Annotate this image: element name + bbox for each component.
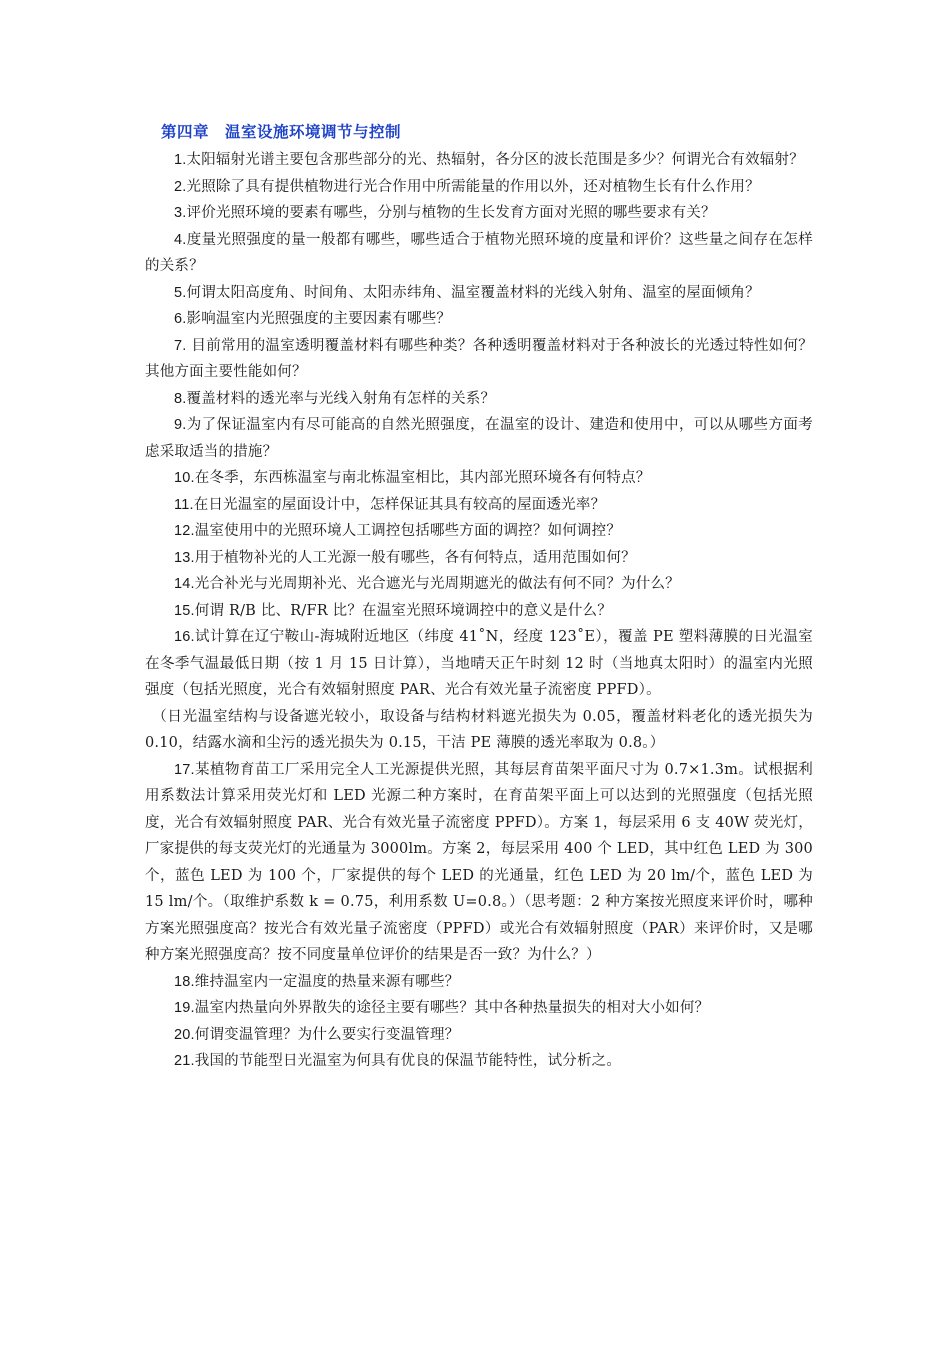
question-text: 光照除了具有提供植物进行光合作用中所需能量的作用以外，还对植物生长有什么作用？ xyxy=(186,178,760,195)
question-number: 9. xyxy=(174,417,187,433)
question-number: 13. xyxy=(174,549,195,566)
question-text: 太阳辐射光谱主要包含那些部分的光、热辐射，各分区的波长范围是多少？何谓光合有效辐射？ xyxy=(186,152,804,168)
question-number: 3. xyxy=(174,205,187,221)
question-number: 7. xyxy=(174,337,187,354)
chapter-title: 第四章 温室设施环境调节与控制 xyxy=(161,122,402,141)
question-item xyxy=(145,306,813,333)
question-number: 15. xyxy=(174,602,195,619)
question-item xyxy=(145,518,813,545)
document-page xyxy=(145,118,813,1075)
question-number: 14. xyxy=(174,576,195,592)
question-item xyxy=(145,624,813,704)
question-number: 5. xyxy=(174,284,187,301)
question-number: 11. xyxy=(174,496,194,513)
question-item xyxy=(145,200,813,227)
question-text: 何谓 R/B 比、R/FR 比？在温室光照环境调控中的意义是什么？ xyxy=(194,602,612,619)
question-item xyxy=(145,412,813,465)
question-number: 16. xyxy=(174,629,195,645)
question-text: 某植物育苗工厂采用完全人工光源提供光照，其每层育苗架平面尺寸为 0.7×1.3m。试根据利用系数法计算采用荧光灯和 LED 光源二种方案时，在育苗架平面上可以达到的光照强度（包括光照度，光合有效辐射照度 PAR、光合有效光量子流密度 PPFD）。方案 1，每层采用 6 支 40W 荧光灯，厂家提供的每支荧光灯的光通量为 3000lm。方案 2，每层采用 400 个 LED，其中红色 LED 为 300 个，蓝色 LED 为 100 个，厂家提供的每个 LED 的光通量，红色 LED 为 20 lm/个，蓝色 LED 为 15 lm/个。（取维护系数 k = 0.75，利用系数 U=0.8。）（思考题：2 种方案按光照度来评价时，哪种方案光照强度高？按光合有效光量子流密度（PPFD）或光合有效辐射照度（PAR）来评价时，又是哪种方案光照强度高？按不同度量单位评价的结果是否一致？为什么？） xyxy=(145,761,813,963)
question-number: 21. xyxy=(174,1053,195,1069)
question-text: 何谓太阳高度角、时间角、太阳赤纬角、温室覆盖材料的光线入射角、温室的屋面倾角？ xyxy=(186,284,760,301)
question-text: （日光温室结构与设备遮光较小，取设备与结构材料遮光损失为 0.05，覆盖材料老化的透光损失为 0.10，结露水滴和尘污的透光损失为 0.15，干洁 PE 薄膜的透光率取为 0.8。） xyxy=(145,708,813,751)
question-number: 1. xyxy=(174,152,187,168)
question-item xyxy=(145,545,813,572)
question-text: 我国的节能型日光温室为何具有优良的保温节能特性，试分析之。 xyxy=(194,1053,622,1069)
question-item xyxy=(145,280,813,307)
question-text: 度量光照强度的量一般都有哪些，哪些适合于植物光照环境的度量和评价？这些量之间存在怎样的关系？ xyxy=(145,231,813,274)
question-item xyxy=(145,333,813,386)
question-item xyxy=(145,1022,813,1049)
question-number: 19. xyxy=(174,1000,195,1016)
question-item xyxy=(145,757,813,969)
question-number: 20. xyxy=(174,1026,195,1043)
question-number: 10. xyxy=(174,470,195,486)
question-text: 用于植物补光的人工光源一般有哪些，各有何特点，适用范围如何？ xyxy=(194,549,636,566)
question-item xyxy=(145,465,813,492)
question-item xyxy=(145,969,813,996)
question-item xyxy=(145,386,813,413)
question-number: 6. xyxy=(174,311,187,327)
question-number: 18. xyxy=(174,973,195,990)
question-text: 温室使用中的光照环境人工调控包括哪些方面的调控？如何调控？ xyxy=(194,523,622,539)
question-text: 评价光照环境的要素有哪些，分别与植物的生长发育方面对光照的哪些要求有关？ xyxy=(186,205,716,221)
question-number: 2. xyxy=(174,178,187,195)
question-item xyxy=(145,227,813,280)
question-text: 覆盖材料的透光率与光线入射角有怎样的关系？ xyxy=(186,390,496,407)
question-number: 17. xyxy=(174,761,195,778)
question-list xyxy=(145,147,813,1075)
question-item xyxy=(145,598,813,625)
question-text: 为了保证温室内有尽可能高的自然光照强度，在温室的设计、建造和使用中，可以从哪些方面考虑采取适当的措施？ xyxy=(145,417,813,460)
question-number: 8. xyxy=(174,390,187,407)
question-text: 目前常用的温室透明覆盖材料有哪些种类？各种透明覆盖材料对于各种波长的光透过特性如何？其他方面主要性能如何？ xyxy=(145,337,813,380)
question-item xyxy=(145,995,813,1022)
question-text: 影响温室内光照强度的主要因素有哪些？ xyxy=(186,311,452,327)
question-text: 温室内热量向外界散失的途径主要有哪些？其中各种热量损失的相对大小如何？ xyxy=(194,1000,710,1016)
question-item xyxy=(145,492,813,519)
question-text: 试计算在辽宁鞍山-海城附近地区（纬度 41˚N，经度 123˚E），覆盖 PE 塑料薄膜的日光温室在冬季气温最低日期（按 1 月 15 日计算），当地晴天正午时刻 12 时（当地真太阳时）的温室内光照强度（包括光照度，光合有效辐射照度 PAR、光合有效光量子流密度 PPFD）。 xyxy=(145,629,813,698)
question-item xyxy=(145,571,813,598)
question-text: 在日光温室的屋面设计中，怎样保证其具有较高的屋面透光率？ xyxy=(193,496,606,513)
question-note xyxy=(145,704,813,757)
question-item xyxy=(145,147,813,174)
question-item xyxy=(145,1048,813,1075)
question-item xyxy=(145,174,813,201)
question-text: 光合补光与光周期补光、光合遮光与光周期遮光的做法有何不同？为什么？ xyxy=(194,576,680,592)
question-number: 4. xyxy=(174,231,187,248)
question-text: 何谓变温管理？为什么要实行变温管理？ xyxy=(194,1026,460,1043)
question-text: 维持温室内一定温度的热量来源有哪些？ xyxy=(194,973,460,990)
question-number: 12. xyxy=(174,523,195,539)
question-text: 在冬季，东西栋温室与南北栋温室相比，其内部光照环境各有何特点？ xyxy=(194,470,651,486)
